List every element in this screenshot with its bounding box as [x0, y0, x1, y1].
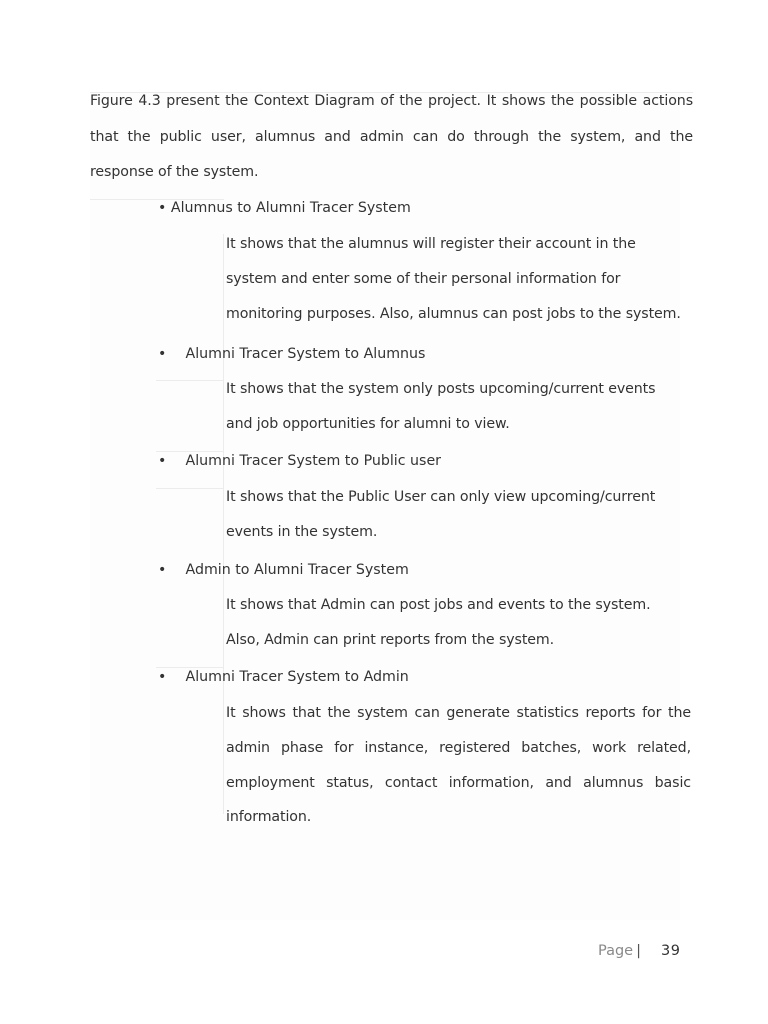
table-rule	[156, 380, 224, 381]
bullet-icon: •	[158, 346, 167, 362]
section-heading-label: Alumnus to Alumni Tracer System	[170, 200, 411, 216]
section-heading-label: Alumni Tracer System to Public user	[185, 453, 442, 469]
section-description: It shows that Admin can post jobs and events to the system. Also, Admin can print reports from the system.	[226, 597, 651, 648]
section-description: It shows that the system only posts upcoming/current events and job opportunities for alumni to view.	[226, 381, 656, 432]
page-footer	[598, 941, 680, 961]
section-heading-label: Alumni Tracer System to Admin	[185, 669, 409, 685]
page-separator: |	[636, 943, 641, 959]
bullet-icon: •	[158, 562, 167, 578]
intro-paragraph: Figure 4.3 present the Context Diagram of the project. It shows the possible actions that the public user, alumnus and admin can do through the system, and the response of the system.	[90, 93, 693, 180]
section-heading	[158, 344, 425, 364]
section-heading	[158, 560, 409, 580]
page-number: 39	[661, 943, 681, 959]
table-rule	[223, 234, 224, 814]
section-heading	[158, 667, 409, 687]
bullet-icon: •	[158, 200, 167, 216]
bullet-icon: •	[158, 669, 167, 685]
section-heading-label: Admin to Alumni Tracer System	[185, 562, 409, 578]
section-heading-label: Alumni Tracer System to Alumnus	[185, 346, 426, 362]
bullet-icon: •	[158, 453, 167, 469]
section-description: It shows that the Public User can only view upcoming/current events in the system.	[226, 489, 656, 540]
table-rule	[156, 488, 224, 489]
section-heading	[158, 451, 441, 471]
section-heading	[158, 198, 411, 218]
section-description: It shows that the alumnus will register their account in the system and enter some of their personal information for monitoring purposes. Also, alumnus can post jobs to the system.	[226, 236, 681, 322]
section-description: It shows that the system can generate statistics reports for the admin phase for instance, registered batches, work related, employment status, contact information, and alumnus basic information.	[226, 705, 691, 826]
page-label: Page	[598, 943, 634, 959]
